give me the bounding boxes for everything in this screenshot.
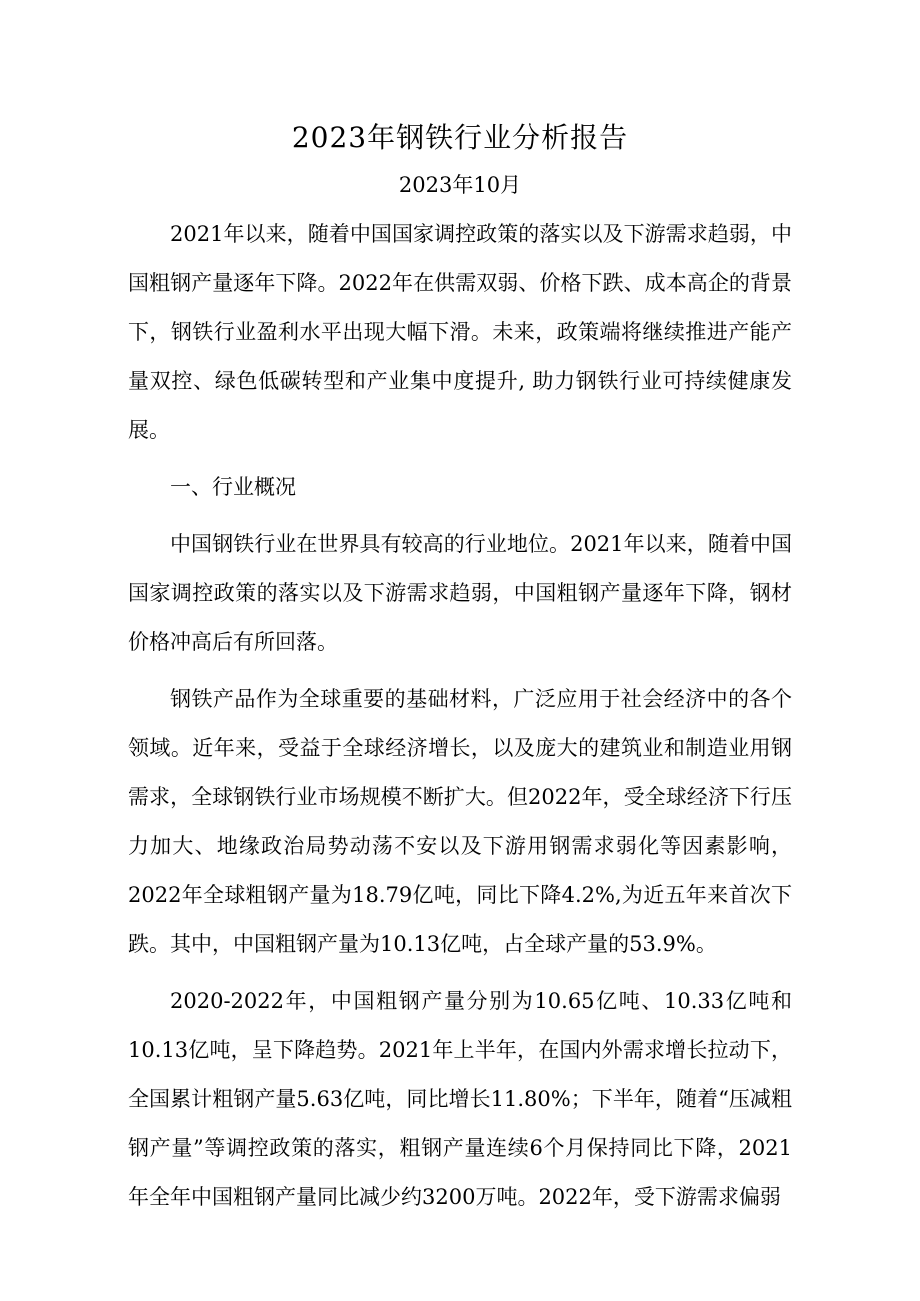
- body-paragraph: 2020-2022年，中国粗钢产量分别为10.65亿吨、10.33亿吨和10.13亿吨，呈下降趋势。2021年上半年，在国内外需求增长拉动下，全国累计粗钢产量5.63亿吨，同比增长11.80%；下半年，随着“压减粗钢产量”等调控政策的落实，粗钢产量连续6个月保持同比下降，2021年全年中国粗钢产量同比减少约3200万吨。2022年，受下游需求偏弱: [128, 989, 792, 1209]
- body-paragraph: 中国钢铁行业在世界具有较高的行业地位。2021年以来，随着中国国家调控政策的落实以及下游需求趋弱，中国粗钢产量逐年下降，钢材价格冲高后有所回落。: [128, 532, 792, 654]
- document-title: 2023年钢铁行业分析报告: [291, 121, 629, 154]
- document-date: 2023年10月: [398, 173, 522, 197]
- section-heading-industry-overview: 一、行业概况: [170, 475, 296, 499]
- body-paragraph: 钢铁产品作为全球重要的基础材料，广泛应用于社会经济中的各个领域。近年来，受益于全球经济增长，以及庞大的建筑业和制造业用钢需求，全球钢铁行业市场规模不断扩大。但2022年，受全球经济下行压力加大、地缘政治局势动荡不安以及下游用钢需求弱化等因素影响，2022年全球粗钢产量为18.79亿吨，同比下降4.2%,为近五年来首次下跌。其中，中国粗钢产量为10.13亿吨，占全球产量的53.9%。: [128, 687, 792, 956]
- intro-paragraph: 2021年以来，随着中国国家调控政策的落实以及下游需求趋弱，中国粗钢产量逐年下降。2022年在供需双弱、价格下跌、成本高企的背景下，钢铁行业盈利水平出现大幅下滑。未来，政策端将继续推进产能产量双控、绿色低碳转型和产业集中度提升, 助力钢铁行业可持续健康发展。: [128, 222, 792, 442]
